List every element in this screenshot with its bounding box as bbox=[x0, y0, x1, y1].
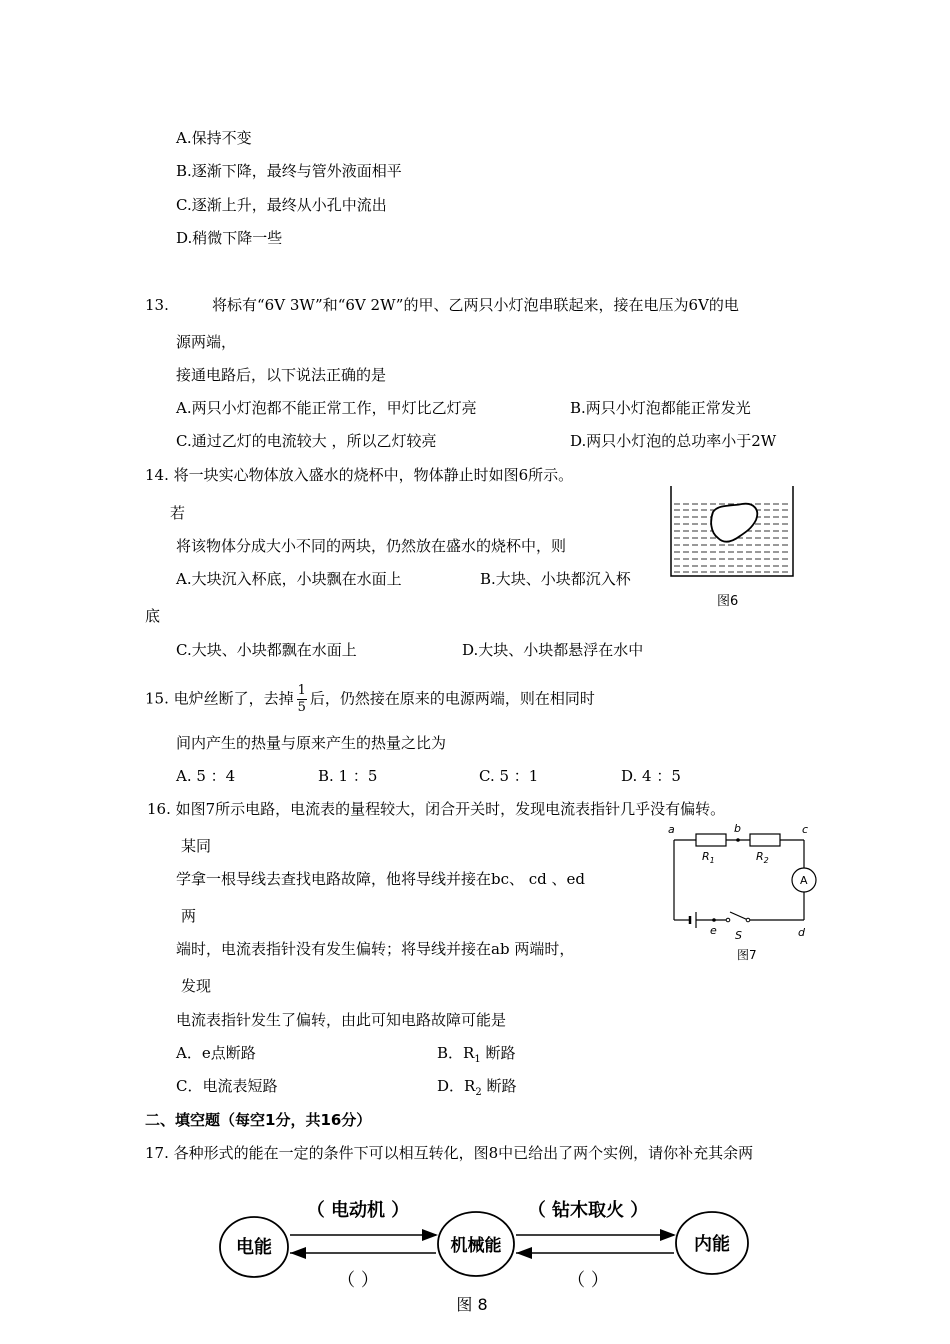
arrow-left-2 bbox=[516, 1247, 532, 1259]
section-2-title: 二、填空题（每空1分，共16分） bbox=[145, 1111, 372, 1129]
q12-option-b: B.逐渐下降，最终与管外液面相平 bbox=[176, 162, 402, 180]
q14-stem-line1: 14. 将一块实心物体放入盛水的烧杯中，物体静止时如图6所示。 bbox=[145, 466, 574, 484]
figure-6-label: 图6 bbox=[717, 594, 739, 609]
q15-stem-before: 15. 电炉丝断了，去掉 bbox=[145, 689, 294, 708]
q16-option-d bbox=[437, 1076, 516, 1103]
top-left-label: （ 电动机 ） bbox=[306, 1200, 410, 1221]
q13-option-d: D.两只小灯泡的总功率小于2W bbox=[570, 432, 777, 450]
q16-stem-line6: 发现 bbox=[181, 977, 212, 995]
q15-option-a: A. 5 ：4 bbox=[176, 767, 236, 785]
q15-option-c: C. 5 ：1 bbox=[479, 767, 539, 785]
figure-7-label: 图7 bbox=[737, 948, 757, 962]
q16-option-b-text: B．R bbox=[437, 1044, 475, 1062]
node-b: b bbox=[734, 822, 741, 835]
q15-stem-line2: 间内产生的热量与原来产生的热量之比为 bbox=[176, 734, 447, 752]
object-shape bbox=[711, 504, 757, 542]
q16-option-b-sub: 1 bbox=[474, 1054, 481, 1065]
arrow-right-2 bbox=[660, 1229, 676, 1241]
q15-fraction bbox=[297, 683, 307, 716]
q16-stem-line5: 端时，电流表指针没有发生偏转；将导线并接在ab 两端时， bbox=[176, 940, 575, 958]
q16-option-d-text: D．R bbox=[437, 1077, 476, 1095]
q16-stem-line7: 电流表指针发生了偏转，由此可知电路故障可能是 bbox=[176, 1011, 507, 1029]
r1-label: $R_1$ bbox=[702, 850, 715, 865]
q13-option-b: B.两只小灯泡都能正常发光 bbox=[570, 399, 751, 417]
q15-frac-num: 1 bbox=[297, 683, 306, 698]
q12-option-c: C.逐渐上升，最终从小孔中流出 bbox=[176, 196, 387, 214]
q14-option-b-cont: 底 bbox=[145, 607, 161, 625]
r2-label: $R_2$ bbox=[756, 850, 769, 865]
q15-frac-den: 5 bbox=[297, 700, 306, 715]
node-d: d bbox=[798, 926, 805, 939]
q15-stem-after: 后，仍然接在原来的电源两端，则在相同时 bbox=[309, 689, 595, 708]
switch-symbol bbox=[730, 912, 748, 920]
ammeter-label: A bbox=[800, 874, 808, 887]
q12-option-d: D.稍微下降一些 bbox=[176, 229, 283, 247]
q13-option-c: C.通过乙灯的电流较大 ，所以乙灯较亮 bbox=[176, 432, 437, 450]
q16-option-d-sub: 2 bbox=[475, 1087, 482, 1098]
figure-8-label: 图 8 bbox=[456, 1295, 488, 1314]
figure-8-diagram bbox=[210, 1180, 770, 1320]
q16-option-b bbox=[437, 1043, 515, 1070]
q13-stem-line2: 源两端， bbox=[176, 333, 237, 351]
bottom-right-blank: （ ） bbox=[567, 1270, 609, 1291]
node-mid-label: 机械能 bbox=[450, 1236, 502, 1256]
q12-option-a: A.保持不变 bbox=[176, 129, 252, 147]
q14-option-a: A.大块沉入杯底，小块飘在水面上 bbox=[176, 570, 402, 588]
resistor-r2 bbox=[750, 834, 780, 846]
q15-stem-line1 bbox=[145, 683, 595, 716]
node-a: a bbox=[668, 823, 675, 836]
arrow-right-1 bbox=[422, 1229, 438, 1241]
q16-option-c: C．电流表短路 bbox=[176, 1077, 278, 1095]
q16-stem-line1: 16. 如图7所示电路，电流表的量程较大，闭合开关时，发现电流表指针几乎没有偏转。 bbox=[147, 800, 726, 818]
q14-option-d: D.大块、小块都悬浮在水中 bbox=[462, 641, 644, 659]
q13-stem-line3: 接通电路后，以下说法正确的是 bbox=[176, 366, 387, 384]
q14-option-b: B.大块、小块都沉入杯 bbox=[480, 570, 631, 588]
bottom-left-blank: （ ） bbox=[337, 1270, 379, 1291]
q13-stem-line1: 将标有“6V 3W”和“6V 2W”的甲、乙两只小灯泡串联起来，接在电压为6V的电 bbox=[212, 296, 739, 314]
q16-option-b-post: 断路 bbox=[480, 1044, 516, 1062]
q16-option-d-post: 断路 bbox=[481, 1077, 517, 1095]
resistor-r1 bbox=[696, 834, 726, 846]
arrow-left-1 bbox=[290, 1247, 306, 1259]
q16-option-a: A．e点断路 bbox=[176, 1044, 256, 1062]
q13-number: 13. bbox=[145, 296, 169, 314]
top-right-label: （ 钻木取火 ） bbox=[527, 1200, 649, 1221]
q16-stem-line4: 两 bbox=[181, 907, 197, 925]
q16-stem-line2: 某同 bbox=[181, 837, 212, 855]
q15-option-d: D. 4 ：5 bbox=[621, 767, 681, 785]
q16-stem-line3: 学拿一根导线去查找电路故障，他将导线并接在bc、 cd 、ed bbox=[176, 870, 586, 888]
q14-stem-line2: 若 bbox=[170, 504, 186, 522]
node-e: e bbox=[710, 924, 717, 937]
q14-option-c: C.大块、小块都飘在水面上 bbox=[176, 641, 357, 659]
node-c: c bbox=[802, 823, 809, 836]
figure-7-circuit bbox=[662, 820, 822, 970]
q13-option-a: A.两只小灯泡都不能正常工作，甲灯比乙灯亮 bbox=[176, 399, 477, 417]
q14-stem-line3: 将该物体分成大小不同的两块，仍然放在盛水的烧杯中，则 bbox=[176, 537, 567, 555]
figure-6-beaker bbox=[666, 484, 798, 580]
node-left-label: 电能 bbox=[236, 1237, 272, 1258]
node-right-label: 内能 bbox=[694, 1234, 730, 1255]
q15-option-b: B. 1 ：5 bbox=[318, 767, 378, 785]
q17-stem-line1: 17. 各种形式的能在一定的条件下可以相互转化，图8中已给出了两个实例，请你补充其余两 bbox=[145, 1144, 754, 1162]
switch-label: S bbox=[735, 929, 742, 942]
